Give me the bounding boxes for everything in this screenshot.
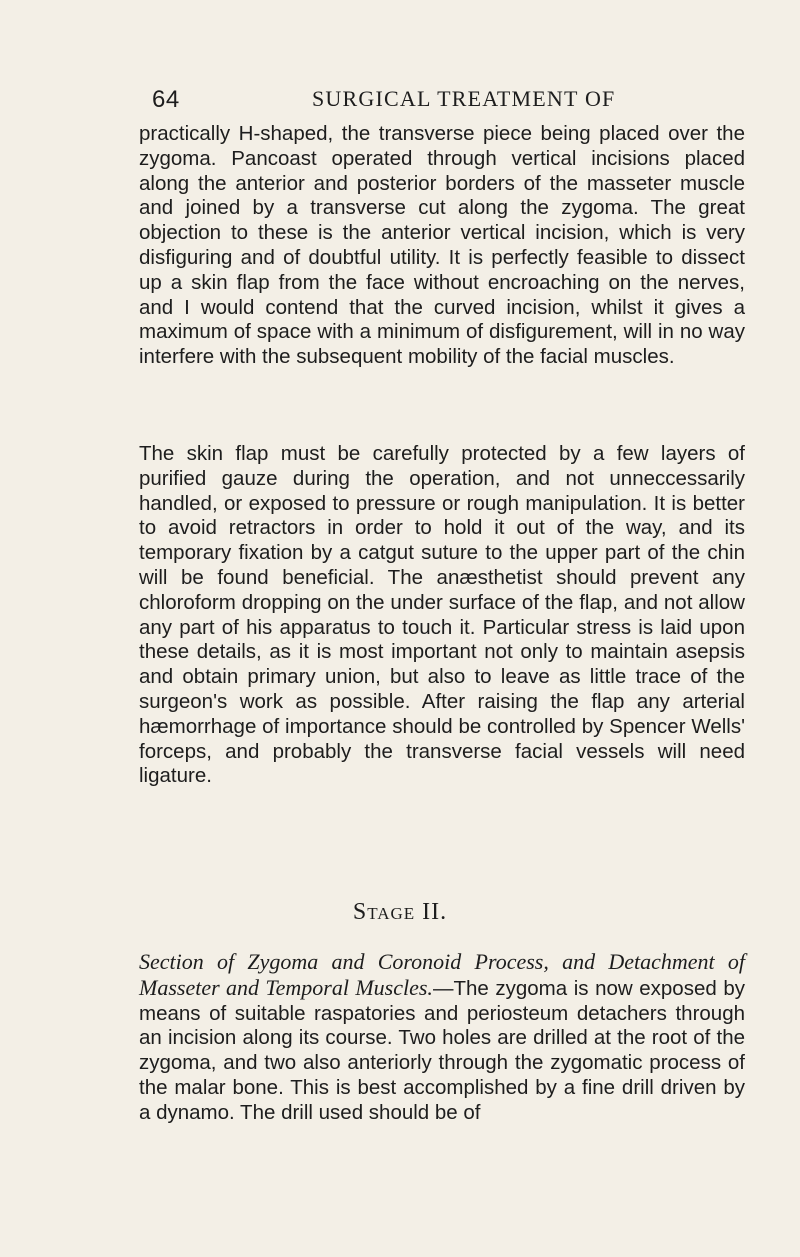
paragraph-3-text: —The zygoma is now exposed by means of suitable raspatories and periosteum detachers through an incision along its course. Two holes are drilled at the root of the zygoma, and two also anteriorly through the zygomatic process of the malar bone. This is best accomplished by a fine drill driven by a dynamo. The drill used should be of (139, 976, 745, 1124)
paragraph-3-italic-head: Section of Zygoma and Coronoid Process, and Detachment of Masseter and Temporal Muscles. (139, 949, 745, 1000)
paragraph-1: practically H-shaped, the transverse piece being placed over the zygoma. Pancoast operated through vertical incisions placed along the anterior and posterior borders of the masseter muscle and joined by a transverse cut along the zygoma. The great objection to these is the anterior vertical incision, which is very disfiguring and of doubtful utility. It is perfectly feasible to dissect up a skin flap from the face without encroaching on the nerves, and I would contend that the curved incision, whilst it gives a maximum of space with a minimum of disfigurement, will in no way interfere with the subsequent mobility of the facial muscles. (139, 122, 745, 369)
section-heading: Stage II. (352, 899, 448, 925)
running-head: SURGICAL TREATMENT OF (312, 86, 616, 111)
paragraph-2: The skin flap must be carefully protected by a few layers of purified gauze during the operation, and not unneccessarily handled, or exposed to pressure or rough manipulation. It is better to avoid retractors in order to hold it out of the way, and its temporary fixation by a catgut suture to the upper part of the chin will be found beneficial. The anæsthetist should prevent any chloroform dropping on the under surface of the flap, and not allow any part of his apparatus to touch it. Particular stress is laid upon these details, as it is most important not only to maintain asepsis and obtain primary union, but also to leave as little trace of the surgeon's work as possible. After raising the flap any arterial hæmorrhage of importance should be controlled by Spencer Wells' forceps, and probably the transverse facial vessels will need ligature. (139, 442, 745, 788)
page-header (152, 86, 732, 118)
paragraph-3 (139, 950, 745, 1126)
page-number: 64 (152, 86, 180, 113)
